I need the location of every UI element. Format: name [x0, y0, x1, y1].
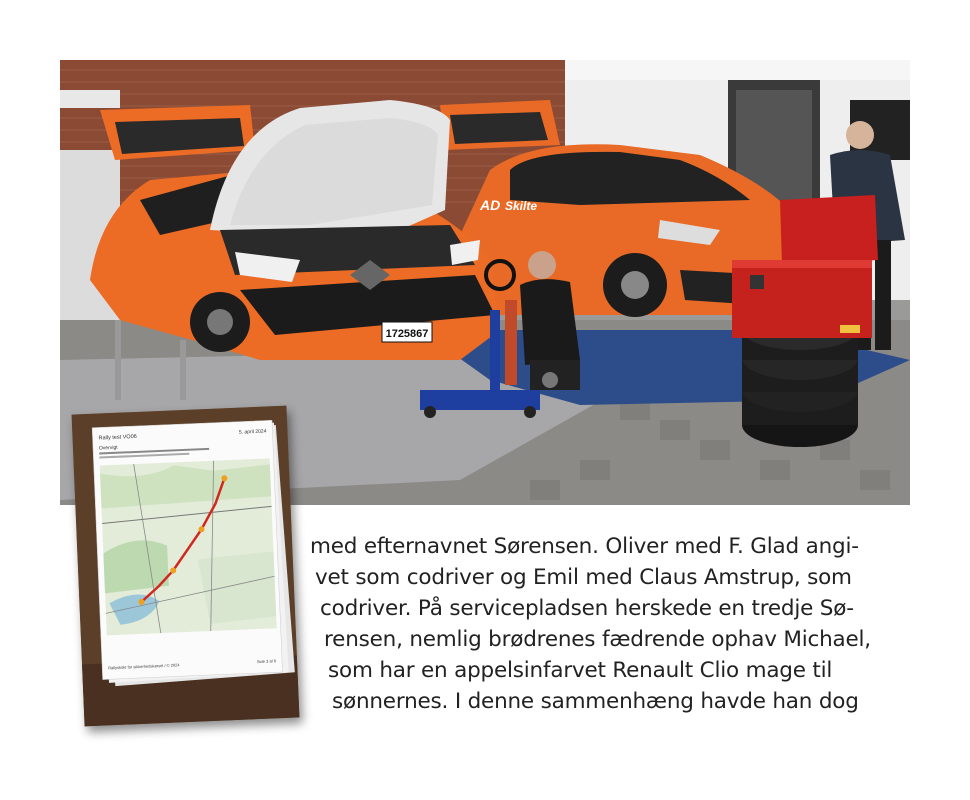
license-plate-number: 1725867 [385, 328, 429, 340]
article-line: sønnernes. I denne sammenhæng havde han dog [332, 689, 859, 714]
article-line: codriver. På servicepladsen herskede en tredje Sø- [320, 596, 854, 621]
article-line: vet som codriver og Emil med Claus Amstrup, som [315, 565, 852, 590]
sheet-footer-left: Rallyskole for sikkerhedskørsel / © 2024 [108, 662, 180, 671]
article-body [300, 531, 940, 717]
article-line: som har en appelsinfarvet Renault Clio mage til [328, 658, 833, 683]
svg-text:AD: AD [480, 197, 501, 213]
sponsor-sticker-text: Skilte [505, 199, 538, 213]
article-line: med efternavnet Sørensen. Oliver med F. Glad angi- [310, 534, 859, 559]
sheet-header-left: Rally test VO06 [98, 433, 137, 442]
route-book-photo [72, 406, 300, 727]
sheet-header-right: 5. april 2024 [238, 428, 267, 436]
sheet-footer-right: Side 3 af 6 [256, 658, 277, 665]
sheet-subheading: Overvigt [98, 444, 118, 452]
route-map [100, 458, 277, 635]
article-line: rensen, nemlig brødrenes fædrende ophav Michael, [324, 627, 871, 652]
